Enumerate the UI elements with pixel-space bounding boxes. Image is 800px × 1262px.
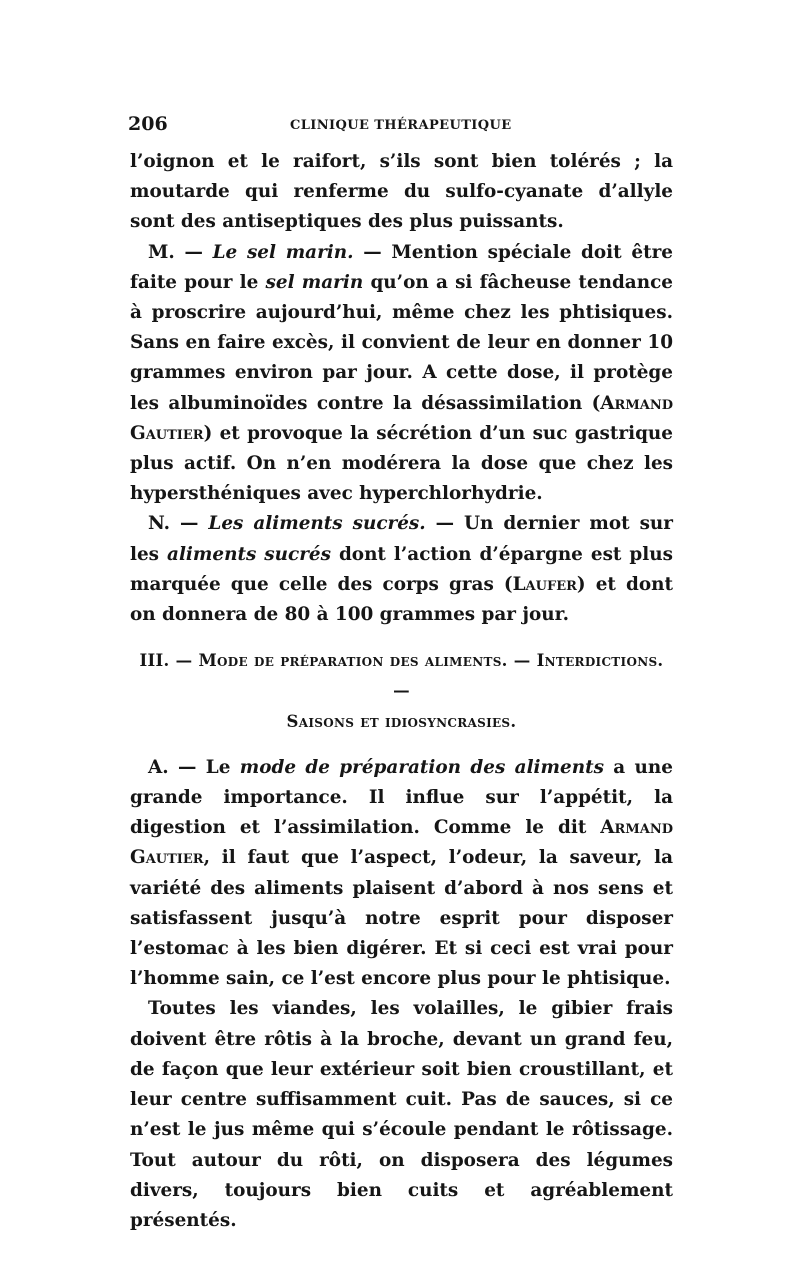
paragraph-viandes [130, 994, 673, 1236]
author-name: Armand Gautier [130, 817, 673, 869]
paragraph-label: N. — [148, 513, 209, 535]
paragraph-continuation [130, 147, 673, 238]
paragraph-text: — Un dernier mot sur les [130, 513, 673, 565]
page-header [128, 113, 683, 143]
paragraph-text: ) et dont on donnera de 80 à 100 grammes par jour. [130, 573, 673, 626]
section-heading-line: Saisons et idiosyncrasies. [286, 711, 517, 731]
paragraph-text: , il faut que l’aspect, l’odeur, la saveur, la variété des aliments plaisent d’abord à nos sens et satisfassent jusqu’à notre esprit pour disposer l’estomac à les bien digérer. Et si ceci est vrai pour l’homme sain, ce l’est encore plus pour le phtisique. [130, 847, 673, 990]
paragraph-text: ) et provoque la sécrétion d’un suc gastrique plus actif. On n’en modérera la dose que chez les hypersthéniques avec hyperchlorhydrie. [130, 422, 673, 505]
paragraph-title: Le sel marin. [212, 241, 354, 263]
body-text [130, 147, 673, 1236]
emphasis-text: sel marin [265, 271, 364, 293]
author-name: Armand Gautier [130, 392, 673, 444]
emphasis-text: aliments sucrés [167, 543, 331, 565]
paragraph-label: M. — [148, 241, 213, 263]
paragraph-text: dont l’action d’épargne est plus marquée que celle des corps gras ( [130, 543, 673, 595]
paragraph-label: A. — Le [148, 756, 240, 778]
emphasis-text: mode de préparation des aliments [239, 756, 604, 778]
section-heading [130, 646, 673, 737]
paragraph-text: — Mention spéciale doit être faite pour le [130, 241, 673, 293]
section-heading-line: III. — Mode de préparation des aliments. — Interdictions. — [139, 651, 664, 701]
author-name: Laufer [512, 573, 577, 595]
paragraph-text: a une grande importance. Il influe sur l’appétit, la digestion et l’assimilation. Comme le dit [130, 756, 673, 839]
paragraph-mode-preparation [130, 753, 673, 995]
page-number: 206 [128, 113, 168, 135]
paragraph-text: Toutes les viandes, les volailles, le gibier frais doivent être rôtis à la broche, devant un grand feu, de façon que leur extérieur soit bien croustillant, et leur centre suffisamment cuit. Pas de sauces, si ce n’est le jus même qui s’écoule pendant le rôtissage. Tout autour du rôti, on disposera des légumes divers, toujours bien cuits et agréablement présentés. [130, 998, 673, 1231]
paragraph-text: qu’on a si fâcheuse tendance à proscrire aujourd’hui, même chez les phtisiques. Sans en faire excès, il convient de leur en donner 10 grammes environ par jour. A cette dose, il protège les albuminoïdes contre la désassimilation ( [130, 271, 673, 414]
paragraph-sel-marin [130, 238, 673, 510]
paragraph-aliments-sucres [130, 509, 673, 630]
running-title: CLINIQUE THÉRAPEUTIQUE [290, 118, 512, 133]
paragraph-title: Les aliments sucrés. [208, 513, 426, 535]
paragraph-text: l’oignon et le raifort, s’ils sont bien tolérés ; la moutarde qui renferme du sulfo-cyanate d’allyle sont des antiseptiques des plus puissants. [130, 151, 673, 233]
